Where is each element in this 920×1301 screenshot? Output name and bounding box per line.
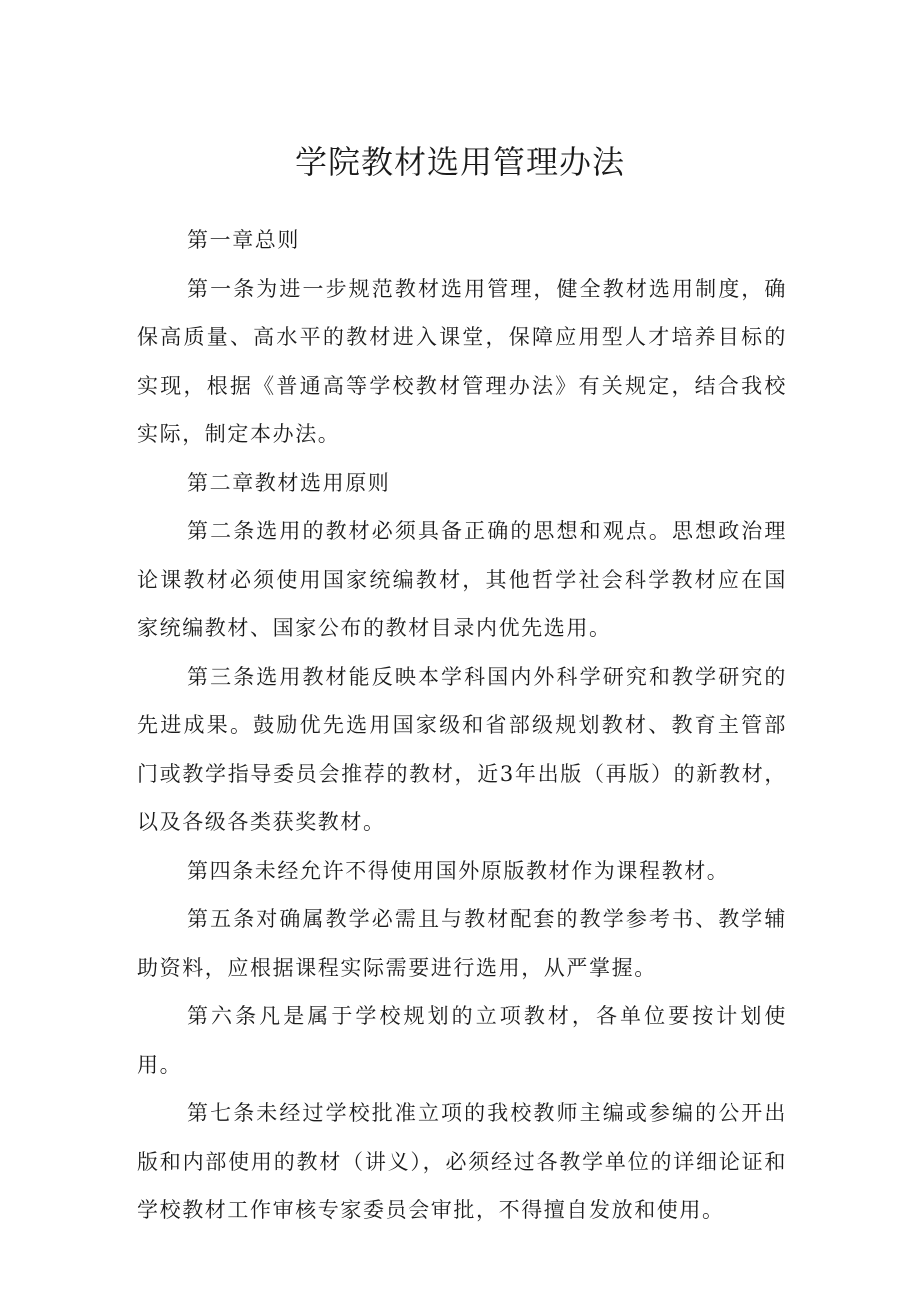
article-5: 第五条对确属教学必需且与教材配套的教学参考书、教学辅助资料，应根据课程实际需要进行选用，从严掌握。: [137, 907, 787, 980]
document-body: [137, 216, 787, 1235]
document-title: 学院教材选用管理办法: [294, 143, 625, 181]
article-2: 第二条选用的教材必须具备正确的思想和观点。思想政治理论课教材必须使用国家统编教材，其他哲学社会科学教材应在国家统编教材、国家公布的教材目录内优先选用。: [137, 519, 787, 640]
article-1: 第一条为进一步规范教材选用管理，健全教材选用制度，确保高质量、高水平的教材进入课堂，保障应用型人才培养目标的实现，根据《普通高等学校教材管理办法》有关规定，结合我校实际，制定本办法。: [137, 276, 787, 446]
article-7: 第七条未经过学校批准立项的我校教师主编或参编的公开出版和内部使用的教材（讲义），必须经过各教学单位的详细论证和学校教材工作审核专家委员会审批，不得擅自发放和使用。: [137, 1101, 787, 1222]
article-3: 第三条选用教材能反映本学科国内外科学研究和教学研究的先进成果。鼓励优先选用国家级和省部级规划教材、教育主管部门或教学指导委员会推荐的教材，近3年出版（再版）的新教材，以及各级各类获奖教材。: [137, 664, 787, 834]
article-6: 第六条凡是属于学校规划的立项教材，各单位要按计划使用。: [137, 1004, 787, 1077]
article-4: 第四条未经允许不得使用国外原版教材作为课程教材。: [187, 858, 730, 883]
chapter-2-heading: 第二章教材选用原则: [187, 470, 391, 495]
chapter-1-heading: 第一章总则: [187, 228, 300, 252]
